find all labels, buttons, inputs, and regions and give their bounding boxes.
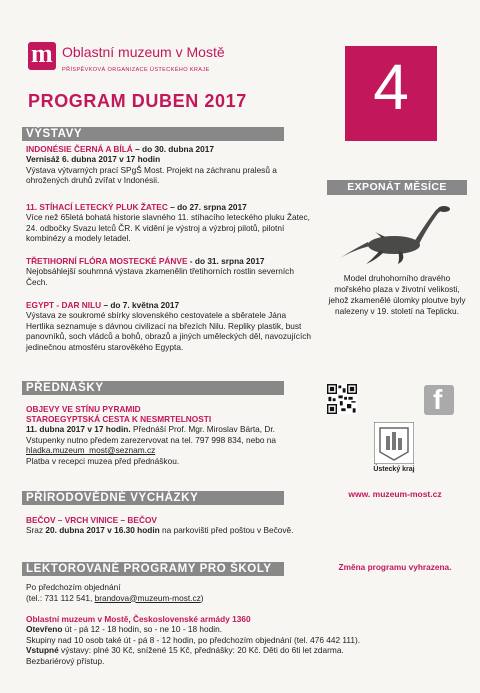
ustecky-kraj-logo-icon: [374, 422, 414, 464]
exhibition-date: – do 7. května 2017: [101, 300, 180, 310]
section-vychazky-heading: PŘÍRODOVĚDNÉ VYCHÁZKY: [22, 491, 284, 505]
section-skoly-heading: LEKTOROVANÉ PROGRAMY PRO ŠKOLY: [22, 562, 284, 576]
exhibition-1: [26, 144, 311, 186]
walk: [26, 515, 311, 536]
page-title: PROGRAM DUBEN 2017: [28, 91, 247, 111]
org-name: Oblastní muzeum v Mostě: [62, 44, 225, 60]
month-number: 4: [373, 51, 409, 123]
accessibility: Bezbariérový přístup.: [26, 655, 105, 666]
museum-logo-icon: m: [31, 39, 53, 68]
exhibition-2: [26, 202, 311, 244]
lecture-title-2: STAROEGYPTSKÁ CESTA K NESMRTELNOSTI: [26, 414, 212, 424]
exhibition-vernissage: Vernisáž 6. dubna 2017 v 17 hodin: [26, 154, 161, 164]
opening-hours: út - pá 12 - 18 hodin, so - ne 10 - 18 hodin.: [62, 624, 223, 634]
ustecky-kraj-label: Ústecký kraj: [373, 466, 415, 473]
walk-date: 20. dubna 2017 v 16.30 hodin: [45, 525, 160, 535]
walk-place: na parkovišti před poštou v Bečově.: [159, 525, 294, 535]
exhibition-title: 11. STÍHACÍ LETECKÝ PLUK ŽATEC: [26, 202, 168, 212]
exhibition-date: – do 27. srpna 2017: [167, 202, 247, 212]
exponat-description: Model druhohorního dravého mořského plaza v životní velikosti, jehož zkamenělé úlomky ploutve byly nalezeny v 19. století na Teplicku.: [328, 273, 466, 316]
lecture: [26, 404, 311, 466]
museum-address: Oblastní muzeum v Mostě, Československé armády 1360: [26, 614, 251, 624]
exhibition-4: [26, 300, 316, 352]
admission-prices: výstavy: plné 30 Kč, snížené 15 Kč, přednášky: 20 Kč. Děti do 6ti let zdarma.: [58, 645, 344, 655]
lecture-title-1: OBJEVY VE STÍNU PYRAMID: [26, 404, 141, 414]
group-hours: Skupiny nad 10 osob také út - pá 8 - 12 hodin, po předchozím objednání (tel. 476 442 111).: [26, 634, 361, 645]
exhibition-date: - do 31. srpna 2017: [187, 256, 265, 266]
exhibition-text: Výstava výtvarných prací SPgŠ Most. Projekt na záchranu pralesů a ohrožených druhů zvířat v Indonésii.: [26, 164, 277, 185]
program-change-note: Změna programu vyhrazena.: [338, 562, 452, 572]
section-prednasky-heading: PŘEDNÁŠKY: [22, 381, 284, 395]
org-subtitle: PŘÍSPĚVKOVÁ ORGANIZACE ÚSTECKÉHO KRAJE: [62, 67, 210, 73]
school-email-link[interactable]: brandova@muzeum-most.cz: [94, 592, 201, 603]
school-phone-end: ): [200, 592, 204, 603]
lecture-date: 11. dubna 2017 v 17 hodin.: [26, 424, 131, 434]
school-programs: [26, 582, 311, 603]
museum-info: [26, 614, 446, 666]
lecture-speaker: Přednáší Prof. Mgr. Miroslav Bárta, Dr.: [130, 424, 275, 434]
exhibition-title: EGYPT - DAR NILU: [26, 300, 102, 310]
lecture-reservation: Vstupenky nutno předem zarezervovat na tel. 797 998 834, nebo na: [26, 434, 277, 445]
exhibition-text: Nejobsáhlejší souhrnná výstava zkamenělin třetihorních rostlin severních Čech.: [26, 266, 294, 287]
school-phone: (tel.: 731 112 541,: [26, 592, 95, 603]
exhibition-text: Výstava ze soukromé sbírky slovenského cestovatele a sběratele Jána Hertlika seznamuje s dávnou civilizací na březích Nilu. Repliky plastik, bust panovníků, soch vládců a bohů, obrazů a jiných uměleckých děl, navozujících jedinečnou atmosféru starověkého Egypta.: [26, 310, 312, 352]
exhibition-title: INDONÉSIE ČERNÁ A BÍLÁ: [26, 144, 133, 154]
exhibition-text: Více než 65letá bohatá historie slavného 11. stíhacího leteckého pluku Žatec, 24. odbočky Svazu letců ČR. K vidění je výstroj a výzbroj pilotů, pilotní kombinézy a modely letadel.: [26, 212, 310, 243]
exhibition-3: [26, 256, 311, 287]
website-link[interactable]: www. muzeum-most.cz: [348, 489, 442, 499]
walk-title: BEČOV – VRCH VINICE – BEČOV: [26, 515, 157, 525]
exponat-heading: EXPONÁT MĚSÍCE: [327, 180, 467, 195]
exhibition-date: – do 30. dubna 2017: [132, 144, 214, 154]
exhibition-title: TŘETIHORNÍ FLÓRA MOSTECKÉ PÁNVE: [26, 256, 188, 266]
section-vystavy-heading: VÝSTAVY: [22, 127, 284, 141]
admission-label: Vstupné: [26, 645, 59, 655]
facebook-icon[interactable]: f: [424, 385, 454, 415]
walk-text-pre: Sraz: [26, 525, 46, 535]
lecture-payment: Platba v recepci muzea před přednáškou.: [26, 455, 180, 466]
lecture-email-link[interactable]: hladka.muzeum_most@seznam.cz: [26, 445, 156, 455]
plesiosaur-model-image: [336, 200, 460, 266]
hours-label: Otevřeno: [26, 624, 63, 634]
school-order: Po předchozím objednání: [26, 582, 121, 592]
qr-code-icon[interactable]: [327, 384, 357, 414]
